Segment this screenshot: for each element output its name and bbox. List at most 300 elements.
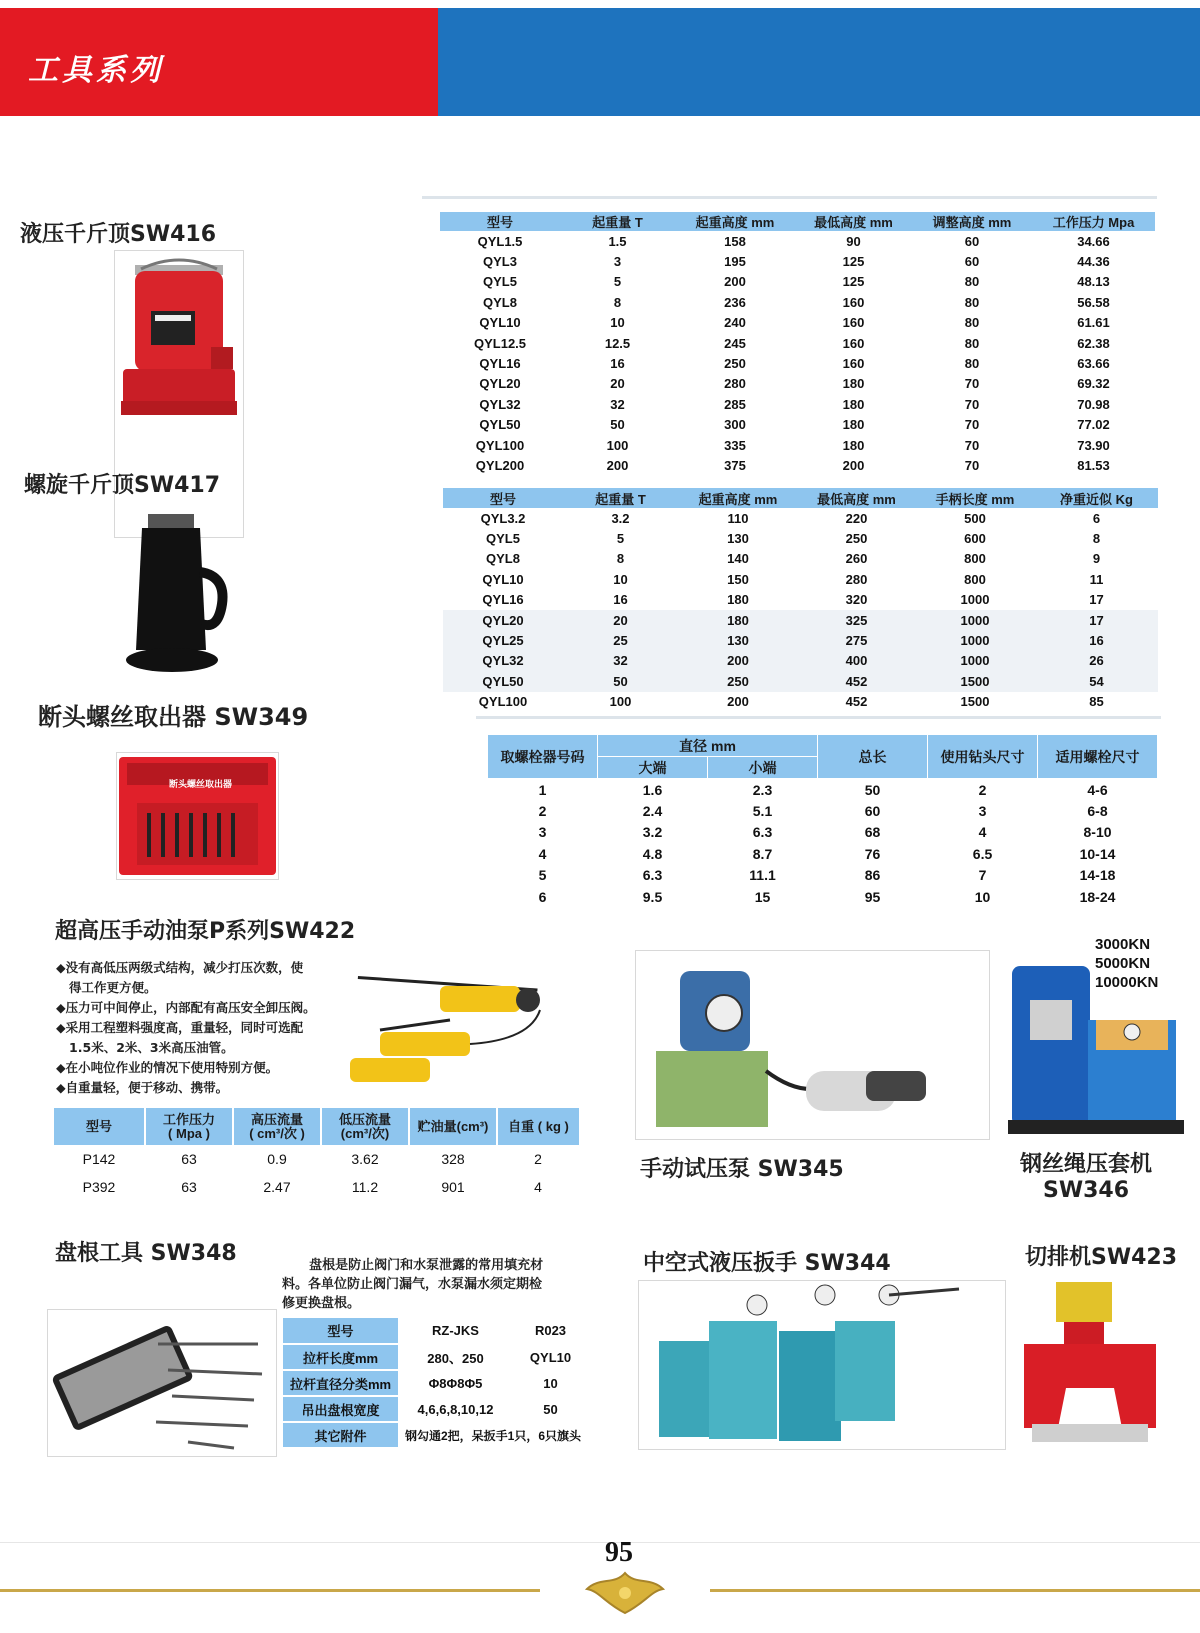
row-label: 拉杆长度mm — [283, 1344, 398, 1370]
extractor-case-illustration — [117, 753, 278, 879]
table-cell: QYL10 — [479, 315, 521, 331]
table-cell: 158 — [724, 233, 746, 249]
table-cell: 10 — [610, 315, 625, 331]
table-cell: 60 — [964, 233, 980, 249]
table-cell: QYL3 — [483, 254, 517, 270]
row-label: 拉杆直径分类mm — [283, 1370, 398, 1396]
table-cell: QYL16 — [479, 356, 521, 372]
header-cell: 型号 — [443, 488, 563, 508]
row-label: 型号 — [283, 1318, 398, 1344]
table-cell: 11 — [1089, 571, 1104, 587]
section-title-packing: 盘根工具 SW348 — [55, 1241, 237, 1266]
pump-feature-line: ◆在小吨位作业的情况下使用特别方便。 — [56, 1060, 279, 1075]
table-cell: 180 — [842, 376, 865, 392]
header-cell: 起重量 T — [560, 212, 675, 231]
table-cell: 15 — [754, 888, 771, 905]
pump-feature-line: ◆自重量轻，便于移动、携带。 — [56, 1080, 229, 1095]
pump-feature-line: ◆压力可中间停止，内部配有高压安全卸压阀。 — [56, 1000, 316, 1015]
table-cell: QYL8 — [486, 551, 520, 567]
footer-gold-line-left — [0, 1589, 540, 1592]
header-cell: 型号 — [440, 212, 560, 231]
table-cell: 90 — [846, 233, 861, 249]
table-cell: 2 — [534, 1151, 542, 1167]
table-cell: 26 — [1035, 651, 1158, 671]
table-row — [283, 1370, 588, 1396]
table-cell: 69.32 — [1077, 376, 1110, 392]
pump-illustration — [340, 970, 560, 1090]
table-row — [443, 630, 1158, 650]
crimper-title-line2: SW346 — [1042, 1178, 1130, 1203]
section-title-hydraulic-jack: 液压千斤顶SW416 — [20, 222, 217, 247]
header-cell: 贮油量(cm³) — [409, 1108, 497, 1145]
table-cell: P142 — [82, 1151, 116, 1167]
table-row — [440, 415, 1155, 435]
table-cell: 8 — [613, 294, 622, 310]
table-cell: 250 — [678, 671, 798, 691]
table-cell: QYL5 — [483, 274, 517, 290]
table-cell: 80 — [964, 315, 980, 331]
table-cell: 63 — [181, 1179, 197, 1195]
table-cell: 1000 — [915, 651, 1035, 671]
table-cell: R023 — [513, 1318, 588, 1344]
table-cell: 54 — [1035, 671, 1158, 691]
table-cell: 70 — [964, 457, 980, 473]
footer-top-rule — [0, 1542, 1200, 1543]
table-cell: 3.2 — [642, 824, 663, 841]
table-cell: QYL100 — [475, 437, 525, 453]
table-cell: 110 — [727, 510, 749, 526]
table-cell: 50 — [563, 671, 678, 691]
table-cell: 160 — [842, 315, 865, 331]
table-cell: 160 — [842, 294, 865, 310]
section-title-extractor: 断头螺丝取出器 SW349 — [38, 703, 309, 731]
table-cell: 5 — [616, 531, 625, 547]
table-cell: 80 — [964, 356, 980, 372]
table-cell: 50 — [610, 417, 625, 433]
header-cell: 调整高度 mm — [912, 212, 1032, 231]
table-cell: 6-8 — [1087, 802, 1108, 819]
table-cell: 280、250 — [398, 1344, 513, 1370]
table-cell: 9.5 — [642, 888, 663, 905]
table-cell: 1500 — [915, 671, 1035, 691]
header-cell: 最低高度 mm — [795, 212, 912, 231]
table-cell: 500 — [964, 510, 986, 526]
screw-jack-spec-table — [443, 488, 1158, 712]
packing-desc-line: 修更换盘根。 — [282, 1296, 361, 1311]
table-cell: 50 — [513, 1396, 588, 1422]
table-cell: 4 — [538, 845, 547, 862]
table-row — [443, 651, 1158, 671]
table-cell: Φ8Φ8Φ5 — [398, 1370, 513, 1396]
header-small-end: 小端 — [708, 757, 818, 779]
table-cell: 10 — [974, 888, 991, 905]
extractor-case-label: 断头螺丝取出器 — [169, 780, 233, 790]
table-cell: QYL50 — [479, 417, 521, 433]
header-bolt-size: 适用螺栓尺寸 — [1038, 735, 1158, 779]
table-cell: 2 — [538, 802, 547, 819]
table-cell: 180 — [727, 592, 749, 608]
table-row — [440, 333, 1155, 353]
table-cell: 335 — [724, 437, 746, 453]
table-cell: 8 — [616, 551, 625, 567]
table-cell: 150 — [727, 571, 749, 587]
table-cell: QYL10 — [513, 1344, 588, 1370]
table-cell: 4-6 — [1087, 781, 1108, 798]
wrench-illustration — [639, 1281, 1005, 1449]
table-cell: 11.2 — [351, 1179, 379, 1195]
table-cell: 7 — [978, 867, 987, 884]
table-cell: 452 — [845, 694, 868, 710]
table-cell: 86 — [864, 867, 881, 884]
table-header-row — [440, 212, 1155, 231]
table-cell: 200 — [606, 457, 629, 473]
table-cell: 8 — [1092, 531, 1101, 547]
table-cell: 12.5 — [604, 335, 631, 351]
crimper-illustration — [1000, 960, 1190, 1145]
header-length: 总长 — [818, 735, 928, 779]
header-code: 取螺栓器号码 — [488, 735, 598, 779]
table-cell: 180 — [678, 610, 798, 630]
packing-desc-line: 盘根是防止阀门和水泵泄露的常用填充材 — [282, 1258, 544, 1273]
badge-10000kn: 10000KN — [1095, 974, 1159, 991]
header-cell: 工作压力 ( Mpa ) — [145, 1108, 233, 1145]
table-cell: 95 — [864, 888, 881, 905]
table-cell: 180 — [842, 437, 865, 453]
table-cell: 5 — [613, 274, 622, 290]
table-row — [440, 272, 1155, 292]
extractor-image — [116, 752, 279, 880]
table-cell: 77.02 — [1077, 417, 1110, 433]
table-cell: QYL20 — [443, 610, 563, 630]
table-cell: QYL32 — [443, 651, 563, 671]
table-cell: 130 — [678, 630, 798, 650]
table-cell: 32 — [563, 651, 678, 671]
table-cell: 6 — [1092, 510, 1101, 526]
table-cell: 钢勾通2把，呆扳手1只，6只旗头 — [398, 1422, 588, 1448]
table-cell: 1000 — [915, 610, 1035, 630]
table-cell: 200 — [678, 651, 798, 671]
table-cell: 5 — [538, 867, 547, 884]
table-cell: 285 — [724, 396, 746, 412]
table-cell: 76 — [864, 845, 881, 862]
table-cell: 16 — [610, 356, 625, 372]
table-cell: 70 — [964, 437, 980, 453]
table-row — [443, 508, 1158, 528]
table-cell: 1000 — [960, 592, 990, 608]
table-cell: 70 — [964, 376, 980, 392]
table-cell: 250 — [845, 531, 868, 547]
table-cell: 62.38 — [1077, 335, 1110, 351]
table-cell: 63 — [181, 1151, 197, 1167]
table-cell: 400 — [798, 651, 915, 671]
table-cell: 73.90 — [1077, 437, 1110, 453]
pump-spec-table — [52, 1108, 579, 1201]
packing-tool-image — [47, 1309, 277, 1457]
table-cell: 275 — [798, 630, 915, 650]
table-cell: 81.53 — [1077, 457, 1110, 473]
table3-top-rule — [476, 716, 1161, 719]
table-row — [283, 1422, 588, 1448]
table-cell: 68 — [864, 824, 881, 841]
table-cell: QYL10 — [482, 571, 524, 587]
ornament-icon — [575, 1567, 675, 1619]
table-cell: 6 — [538, 888, 547, 905]
header-cell: 起重高度 mm — [675, 212, 795, 231]
extractor-spec-table — [487, 734, 1158, 908]
section-title-cutter: 切排机SW423 — [1025, 1245, 1178, 1270]
table-cell: 0.9 — [267, 1151, 287, 1167]
table-cell: 10 — [513, 1370, 588, 1396]
table-cell: 10-14 — [1079, 845, 1116, 862]
header-cell: 工作压力 Mpa — [1032, 212, 1155, 231]
table-cell: QYL3.2 — [480, 510, 526, 526]
header-large-end: 大端 — [598, 757, 708, 779]
table-cell: 16 — [1035, 630, 1158, 650]
table-cell: 375 — [724, 457, 746, 473]
table-cell: QYL1.5 — [477, 233, 523, 249]
table-cell: 20 — [563, 610, 678, 630]
header-blue-band — [438, 8, 1200, 116]
table-cell: 60 — [964, 254, 980, 270]
table-cell: 2.47 — [263, 1179, 291, 1195]
table-cell: QYL12.5 — [473, 335, 527, 351]
table-cell: 9 — [1092, 551, 1101, 567]
table-row — [488, 822, 1158, 844]
header-title: 工具系列 — [28, 53, 164, 88]
table-cell: 2 — [978, 781, 987, 798]
table-row — [440, 374, 1155, 394]
table-cell: 4 — [534, 1179, 542, 1195]
table-cell: 800 — [964, 551, 986, 567]
header-cell: 低压流量 (cm³/次) — [321, 1108, 409, 1145]
table-row — [488, 800, 1158, 822]
table-cell: 8.7 — [752, 845, 773, 862]
table-row — [443, 610, 1158, 630]
cutter-illustration — [1010, 1278, 1170, 1453]
table-row — [440, 231, 1155, 251]
table-row — [440, 435, 1155, 455]
table-cell: 300 — [724, 417, 746, 433]
table-cell: 18-24 — [1079, 888, 1116, 905]
table-row — [283, 1396, 588, 1422]
table-cell: 17 — [1035, 610, 1158, 630]
table-cell: 80 — [964, 274, 980, 290]
pump-features — [56, 958, 346, 1098]
table-cell: QYL25 — [443, 630, 563, 650]
table-row — [443, 528, 1158, 548]
header-drill-size: 使用钻头尺寸 — [928, 735, 1038, 779]
screw-jack-illustration — [120, 512, 230, 677]
table-cell: 195 — [724, 254, 746, 270]
packing-description — [282, 1256, 602, 1313]
table-cell: 48.13 — [1077, 274, 1110, 290]
table-cell: 2.4 — [642, 802, 663, 819]
table-row — [440, 292, 1155, 312]
table-cell: 245 — [724, 335, 746, 351]
table-cell: 1500 — [960, 694, 990, 710]
table-cell: 50 — [864, 781, 881, 798]
table-cell: 320 — [845, 592, 868, 608]
crimper-title-line1: 钢丝绳压套机 — [1020, 1152, 1153, 1177]
table-cell: 260 — [845, 551, 868, 567]
table-cell: 34.66 — [1077, 233, 1110, 249]
table-cell: 3 — [538, 824, 547, 841]
table-row — [440, 313, 1155, 333]
pump-feature-line: 得工作更方便。 — [56, 980, 157, 995]
table-cell: 70.98 — [1077, 396, 1110, 412]
table-cell: 325 — [798, 610, 915, 630]
table-cell: RZ-JKS — [398, 1318, 513, 1344]
table-cell: 280 — [724, 376, 746, 392]
header-cell: 手柄长度 mm — [915, 488, 1035, 508]
table-cell: 100 — [609, 694, 632, 710]
table-cell: 901 — [441, 1179, 465, 1195]
table-cell: QYL5 — [486, 531, 520, 547]
table-cell: 70 — [964, 396, 980, 412]
table-row — [488, 779, 1158, 801]
table-row — [53, 1173, 579, 1201]
table-cell: 16 — [613, 592, 628, 608]
table-header-row — [53, 1108, 579, 1145]
table-cell: P392 — [82, 1179, 116, 1195]
section-title-screw-jack: 螺旋千斤顶SW417 — [24, 473, 221, 498]
table-cell: 180 — [842, 417, 865, 433]
table-cell: 125 — [842, 274, 865, 290]
table-cell: QYL32 — [479, 396, 521, 412]
table-cell: QYL20 — [479, 376, 521, 392]
table-header-row — [443, 488, 1158, 508]
table-cell: 80 — [964, 294, 980, 310]
table-cell: 1 — [538, 781, 547, 798]
table-cell: 1.6 — [642, 781, 663, 798]
table-cell: 20 — [610, 376, 625, 392]
table-cell: 4.8 — [642, 845, 663, 862]
table-cell: 61.61 — [1077, 315, 1110, 331]
table-cell: 56.58 — [1077, 294, 1110, 310]
table-cell: 160 — [842, 356, 865, 372]
table-cell: 240 — [724, 315, 746, 331]
table-cell: 6.5 — [972, 845, 993, 862]
table-cell: 80 — [964, 335, 980, 351]
table-row — [53, 1145, 579, 1173]
table-cell: 60 — [864, 802, 881, 819]
table-cell: 25 — [563, 630, 678, 650]
table-cell: 11.1 — [749, 867, 776, 884]
table-cell: 125 — [842, 254, 865, 270]
test-pump-illustration — [636, 951, 989, 1139]
pump-feature-line: ◆没有高低压两级式结构，减少打压次数，使 — [56, 960, 304, 975]
table-cell: 236 — [724, 294, 746, 310]
table-row — [443, 671, 1158, 691]
table-row — [440, 353, 1155, 373]
section-title-crimper — [1020, 1152, 1152, 1204]
table-cell: 3 — [613, 254, 622, 270]
wrench-image — [638, 1280, 1006, 1450]
packing-desc-line: 料。各单位防止阀门漏气，水泵漏水须定期检 — [282, 1277, 543, 1292]
header-cell: 型号 — [53, 1108, 145, 1145]
table-cell: 4,6,6,8,10,12 — [398, 1396, 513, 1422]
table-cell: 800 — [964, 571, 986, 587]
table-row — [283, 1344, 588, 1370]
table-cell: QYL8 — [483, 294, 517, 310]
table-row — [443, 590, 1158, 610]
table-cell: 200 — [724, 274, 746, 290]
table-cell: 1000 — [915, 630, 1035, 650]
badge-3000kn: 3000KN — [1095, 936, 1151, 953]
hydraulic-jack-spec-table — [440, 212, 1155, 476]
table-row — [440, 455, 1155, 475]
table-cell: 8-10 — [1083, 824, 1112, 841]
header-diameter: 直径 mm — [598, 735, 818, 757]
section-title-pump: 超高压手动油泵P系列SW422 — [55, 919, 356, 944]
table-cell: 14-18 — [1079, 867, 1116, 884]
packing-tool-illustration — [48, 1310, 276, 1456]
table-cell: 100 — [606, 437, 629, 453]
table-cell: QYL100 — [478, 694, 528, 710]
header-cell: 净重近似 Kg — [1035, 488, 1158, 508]
header-cell: 起重量 T — [563, 488, 678, 508]
table-cell: 5.1 — [752, 802, 773, 819]
table1-top-rule — [422, 196, 1157, 199]
pump-feature-line: 1.5米、2米、3米高压油管。 — [56, 1040, 234, 1055]
header-cell: 最低高度 mm — [798, 488, 915, 508]
table-cell: 600 — [964, 531, 986, 547]
table-cell: 70 — [964, 417, 980, 433]
table-cell: 4 — [978, 824, 987, 841]
table-cell: QYL16 — [482, 592, 524, 608]
table-cell: 3.2 — [611, 510, 630, 526]
page-number: 95 — [605, 1537, 633, 1568]
table-cell: 1.5 — [608, 233, 627, 249]
table-cell: 180 — [842, 396, 865, 412]
table-row — [488, 843, 1158, 865]
table-row — [443, 569, 1158, 589]
table-cell: 280 — [845, 571, 868, 587]
table-cell: 200 — [842, 457, 865, 473]
table-cell: 10 — [613, 571, 628, 587]
table-row — [283, 1318, 588, 1344]
header-cell: 起重高度 mm — [678, 488, 798, 508]
row-label: 吊出盘根宽度 — [283, 1396, 398, 1422]
table-row — [443, 692, 1158, 712]
table-cell: 3 — [978, 802, 987, 819]
packing-spec-table — [283, 1318, 588, 1449]
table-cell: 220 — [845, 510, 868, 526]
table-cell: 6.3 — [752, 824, 773, 841]
table-row — [440, 394, 1155, 414]
table-cell: 160 — [842, 335, 865, 351]
section-title-test-pump: 手动试压泵 SW345 — [640, 1157, 844, 1182]
table-cell: 140 — [727, 551, 749, 567]
table-cell: 3.62 — [351, 1151, 379, 1167]
table-cell: 63.66 — [1077, 356, 1110, 372]
table-cell: QYL200 — [475, 457, 525, 473]
pump-feature-line: ◆采用工程塑料强度高，重量轻，同时可选配 — [56, 1020, 304, 1035]
table-cell: 6.3 — [642, 867, 663, 884]
header-cell: 高压流量 ( cm³/次 ) — [233, 1108, 321, 1145]
footer-gold-line-right — [710, 1589, 1200, 1592]
badge-5000kn: 5000KN — [1095, 955, 1151, 972]
table-cell: QYL50 — [443, 671, 563, 691]
table-cell: 250 — [724, 356, 746, 372]
table-cell: 130 — [727, 531, 749, 547]
table-row — [488, 865, 1158, 887]
table-cell: 2.3 — [752, 781, 773, 798]
table-cell: 32 — [610, 396, 625, 412]
table-cell: 452 — [798, 671, 915, 691]
test-pump-image — [635, 950, 990, 1140]
row-label: 其它附件 — [283, 1422, 398, 1448]
